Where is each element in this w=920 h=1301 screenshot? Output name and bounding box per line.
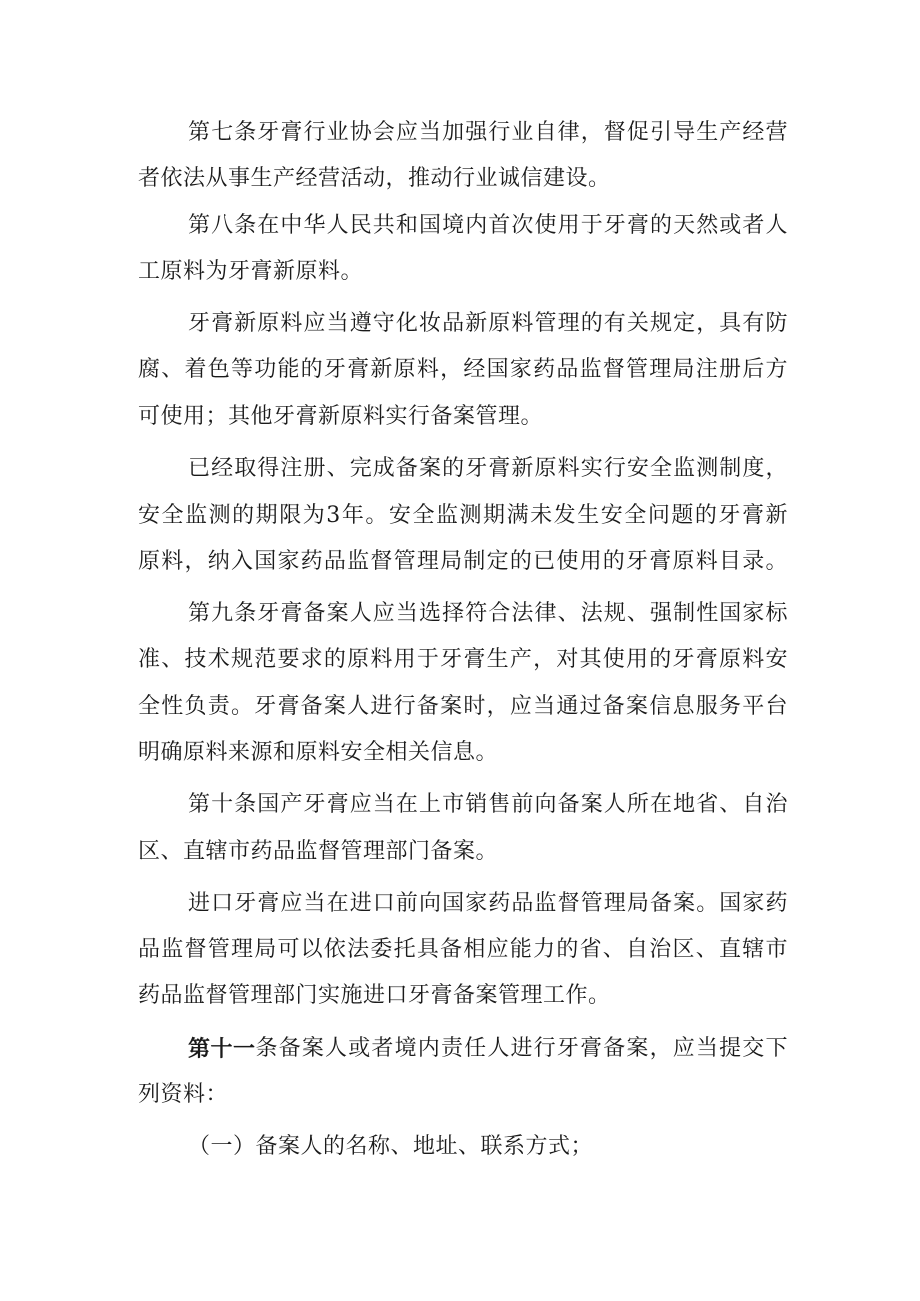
- text-line: 原料，纳入国家药品监督管理局制定的已使用的牙膏原料目录。: [138, 549, 788, 574]
- text-line: 安全监测的期限为3年。安全监测期满未发生安全问题的牙膏新: [138, 503, 788, 528]
- text-line: 已经取得注册、完成备案的牙膏新原料实行安全监测制度，: [188, 456, 788, 481]
- text-line: 明确原料来源和原料安全相关信息。: [138, 740, 499, 765]
- text-line: 牙膏新原料应当遵守化妆品新原料管理的有关规定，具有防: [188, 311, 788, 336]
- text-line: 药品监督管理部门实施进口牙膏备案管理工作。: [138, 983, 611, 1008]
- text-line: 可使用；其他牙膏新原料实行备案管理。: [138, 404, 544, 429]
- text-line: （一）备案人的名称、地址、联系方式；: [188, 1134, 594, 1159]
- text-line: 第十条国产牙膏应当在上市销售前向备案人所在地省、自治: [188, 792, 788, 817]
- text-line-rest: 条备案人或者境内责任人进行牙膏备案，应当提交下: [255, 1036, 788, 1061]
- text-line: 腐、着色等功能的牙膏新原料，经国家药品监督管理局注册后方: [138, 357, 788, 382]
- text-line: 区、直辖市药品监督管理部门备案。: [138, 839, 499, 864]
- text-line: 第九条牙膏备案人应当选择符合法律、法规、强制性国家标: [188, 601, 788, 626]
- text-line: 进口牙膏应当在进口前向国家药品监督管理局备案。国家药: [188, 891, 788, 916]
- text-line: 第八条在中华人民共和国境内首次使用于牙膏的天然或者人: [188, 213, 788, 238]
- text-line: 第七条牙膏行业协会应当加强行业自律，督促引导生产经营: [188, 120, 788, 145]
- article-label: 第十一: [188, 1036, 256, 1062]
- text-line: 全性负责。牙膏备案人进行备案时，应当通过备案信息服务平台: [138, 694, 788, 719]
- text-line: 工原料为牙膏新原料。: [138, 259, 364, 284]
- text-line: 品监督管理局可以依法委托具备相应能力的省、自治区、直辖市: [138, 937, 788, 962]
- text-line: 者依法从事生产经营活动，推动行业诚信建设。: [138, 166, 611, 191]
- text-line: [188, 1034, 788, 1064]
- text-line: 列资料：: [138, 1082, 229, 1107]
- text-line: 准、技术规范要求的原料用于牙膏生产，对其使用的牙膏原料安: [138, 647, 788, 672]
